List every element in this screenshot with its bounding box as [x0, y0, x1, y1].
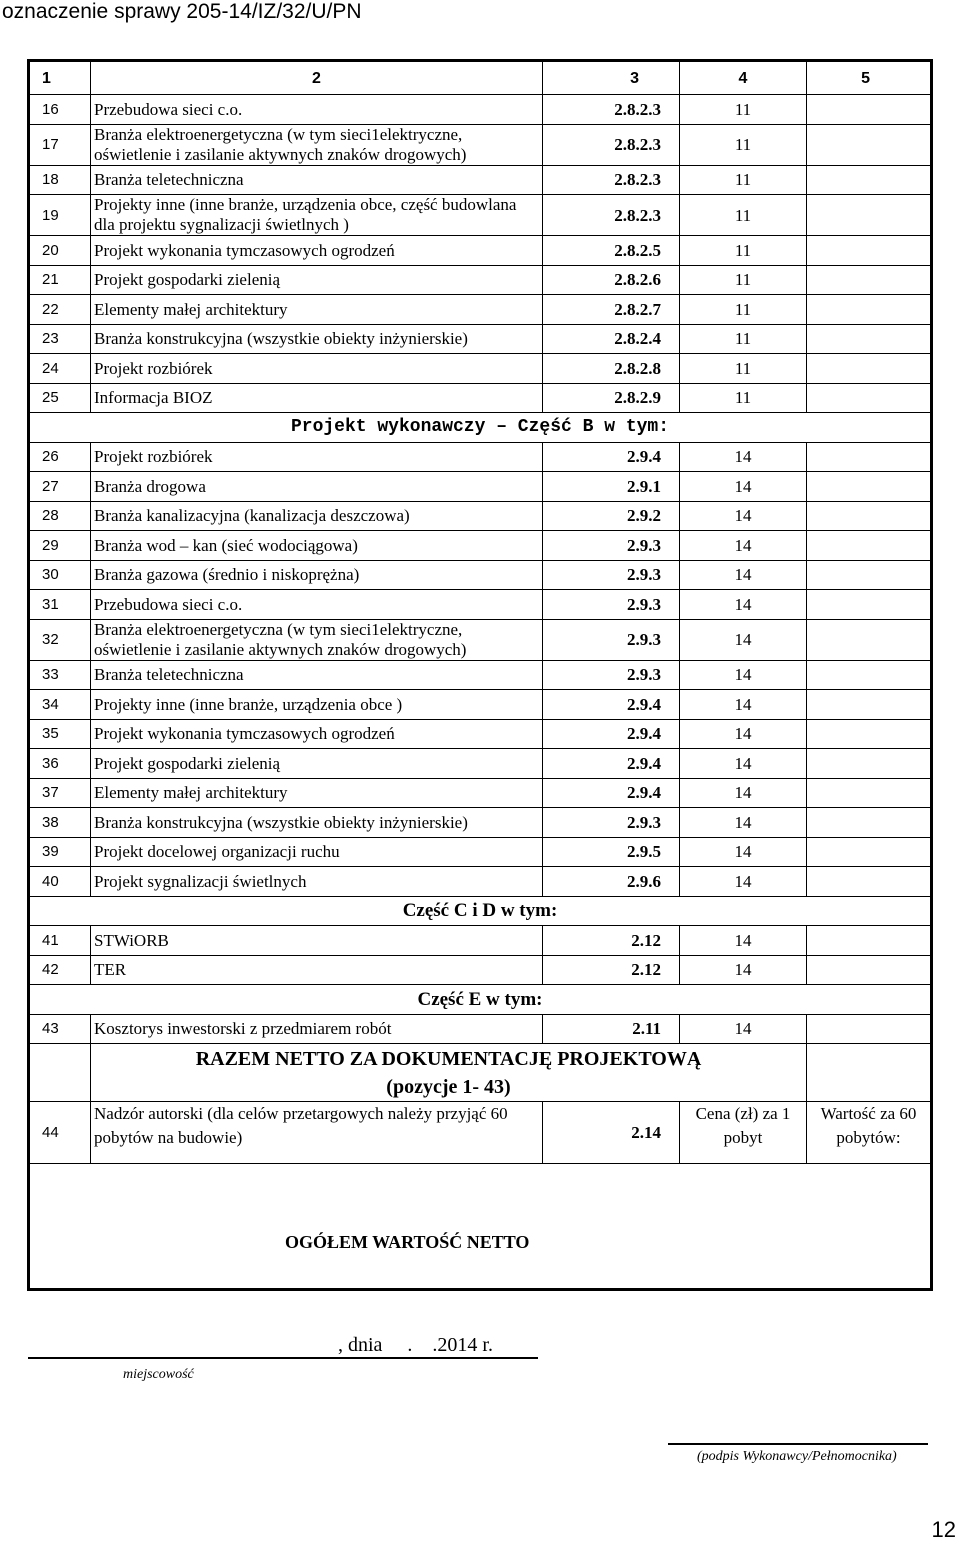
section-cd-heading: Część C i D w tym: [29, 896, 932, 926]
table-row [29, 124, 932, 165]
row-44-number: 44 [29, 1102, 91, 1164]
row-section: 2.8.2.8 [543, 354, 680, 384]
table-row [29, 837, 932, 867]
row-page: 14 [680, 955, 807, 985]
table-row [29, 195, 932, 236]
place-line [28, 1357, 538, 1359]
row-number: 23 [29, 324, 91, 354]
row-number: 41 [29, 926, 91, 956]
row-section: 2.9.4 [543, 690, 680, 720]
row-value [807, 719, 932, 749]
row-number: 18 [29, 165, 91, 195]
row-section: 2.9.3 [543, 660, 680, 690]
row-description: Elementy małej architektury [91, 295, 543, 325]
table-row [29, 719, 932, 749]
row-page: 14 [680, 531, 807, 561]
row-number: 22 [29, 295, 91, 325]
row-value [807, 324, 932, 354]
row-section: 2.9.6 [543, 867, 680, 897]
row-page: 14 [680, 660, 807, 690]
row-description: Projekty inne (inne branże, urządzenia obce, część budowlana dla projektu sygnalizacji świetlnych ) [91, 195, 543, 236]
row-description: Branża drogowa [91, 472, 543, 502]
row-value [807, 778, 932, 808]
section-e-heading-row [29, 985, 932, 1015]
row-value [807, 265, 932, 295]
row-value [807, 165, 932, 195]
row-description: Kosztorys inwestorski z przedmiarem robót [91, 1014, 543, 1044]
row-value [807, 955, 932, 985]
row-description: Branża konstrukcyjna (wszystkie obiekty inżynierskie) [91, 324, 543, 354]
row-number: 39 [29, 837, 91, 867]
row-number: 16 [29, 95, 91, 125]
row-page: 11 [680, 383, 807, 413]
row-44-section: 2.14 [543, 1102, 680, 1164]
row-section: 2.9.4 [543, 778, 680, 808]
row-number: 30 [29, 560, 91, 590]
row-description: STWiORB [91, 926, 543, 956]
row-number: 42 [29, 955, 91, 985]
row-number: 31 [29, 590, 91, 620]
row-section: 2.8.2.3 [543, 95, 680, 125]
section-cd-heading-row [29, 896, 932, 926]
razem-line-2: (pozycje 1- 43) [386, 1075, 511, 1098]
row-section: 2.8.2.3 [543, 195, 680, 236]
row-page: 11 [680, 265, 807, 295]
row-section: 2.9.4 [543, 749, 680, 779]
row-section: 2.8.2.6 [543, 265, 680, 295]
row-number: 37 [29, 778, 91, 808]
row-description: Branża elektroenergetyczna (w tym sieci1elektryczne, oświetlenie i zasilanie aktywnych znaków drogowych) [91, 124, 543, 165]
row-description: Informacja BIOZ [91, 383, 543, 413]
place-label: miejscowość [123, 1367, 194, 1382]
row-number: 17 [29, 124, 91, 165]
row-section: 2.9.3 [543, 531, 680, 561]
razem-blank [29, 1044, 91, 1102]
row-value [807, 236, 932, 266]
row-number: 24 [29, 354, 91, 384]
table-row [29, 354, 932, 384]
row-page: 14 [680, 501, 807, 531]
table-row [29, 442, 932, 472]
row-description: Projekt gospodarki zielenią [91, 749, 543, 779]
row-44-description: Nadzór autorski (dla celów przetargowych należy przyjąć 60 pobytów na budowie) [91, 1102, 543, 1164]
total-label: OGÓŁEM WARTOŚĆ NETTO [285, 1231, 530, 1252]
row-description: Projekt rozbiórek [91, 442, 543, 472]
table-row [29, 867, 932, 897]
row-description: Projekt wykonania tymczasowych ogrodzeń [91, 719, 543, 749]
table-row [29, 926, 932, 956]
row-value [807, 472, 932, 502]
row-value [807, 926, 932, 956]
table-row [29, 295, 932, 325]
row-section: 2.9.1 [543, 472, 680, 502]
table-row [29, 749, 932, 779]
row-description: Przebudowa sieci c.o. [91, 95, 543, 125]
row-value [807, 867, 932, 897]
table-row [29, 1014, 932, 1044]
row-value [807, 531, 932, 561]
table-row [29, 619, 932, 660]
row-number: 43 [29, 1014, 91, 1044]
table-row [29, 778, 932, 808]
table-row [29, 265, 932, 295]
row-page: 11 [680, 354, 807, 384]
table-row [29, 955, 932, 985]
row-section: 2.12 [543, 955, 680, 985]
table-row [29, 660, 932, 690]
row-value [807, 660, 932, 690]
row-page: 11 [680, 236, 807, 266]
row-description: Branża elektroenergetyczna (w tym sieci1elektryczne, oświetlenie i zasilanie aktywnych znaków drogowych) [91, 619, 543, 660]
row-description: Projekty inne (inne branże, urządzenia obce ) [91, 690, 543, 720]
row-page: 14 [680, 590, 807, 620]
row-description: Branża teletechniczna [91, 660, 543, 690]
table-row [29, 501, 932, 531]
cost-table [27, 59, 933, 1291]
razem-heading [91, 1044, 807, 1102]
table-row [29, 560, 932, 590]
row-section: 2.9.3 [543, 619, 680, 660]
row-page: 11 [680, 195, 807, 236]
razem-line-1: RAZEM NETTO ZA DOKUMENTACJĘ PROJEKTOWĄ [195, 1047, 702, 1070]
row-description: Branża wod – kan (sieć wodociągowa) [91, 531, 543, 561]
row-value [807, 837, 932, 867]
signature-line [668, 1443, 928, 1445]
table-row [29, 590, 932, 620]
row-page: 14 [680, 472, 807, 502]
table-row [29, 531, 932, 561]
row-section: 2.8.2.3 [543, 124, 680, 165]
row-section: 2.9.4 [543, 442, 680, 472]
col-header-5: 5 [807, 61, 932, 95]
row-value [807, 124, 932, 165]
row-number: 32 [29, 619, 91, 660]
case-label: oznaczenie sprawy 205-14/IZ/32/U/PN [2, 0, 362, 23]
row-value [807, 295, 932, 325]
row-page: 14 [680, 442, 807, 472]
row-page: 11 [680, 124, 807, 165]
row-value [807, 690, 932, 720]
row-value [807, 749, 932, 779]
row-section: 2.9.2 [543, 501, 680, 531]
col-header-3: 3 [543, 61, 680, 95]
row-section: 2.8.2.3 [543, 165, 680, 195]
row-description: Branża kanalizacyjna (kanalizacja deszczowa) [91, 501, 543, 531]
total-cell [29, 1164, 932, 1290]
row-value [807, 354, 932, 384]
row-number: 28 [29, 501, 91, 531]
row-description: Branża konstrukcyjna (wszystkie obiekty inżynierskie) [91, 808, 543, 838]
row-description: Projekt gospodarki zielenią [91, 265, 543, 295]
row-section: 2.9.5 [543, 837, 680, 867]
row-value [807, 619, 932, 660]
row-value [807, 590, 932, 620]
row-section: 2.12 [543, 926, 680, 956]
table-row [29, 808, 932, 838]
row-value [807, 1014, 932, 1044]
row-page: 14 [680, 619, 807, 660]
row-number: 34 [29, 690, 91, 720]
row-section: 2.9.3 [543, 808, 680, 838]
table-header-row [29, 61, 932, 95]
row-value [807, 195, 932, 236]
row-page: 11 [680, 95, 807, 125]
row-description: Projekt sygnalizacji świetlnych [91, 867, 543, 897]
row-page: 11 [680, 324, 807, 354]
row-44-value-label: Wartość za 60 pobytów: [807, 1102, 932, 1164]
row-value [807, 501, 932, 531]
row-description: Projekt wykonania tymczasowych ogrodzeń [91, 236, 543, 266]
row-page: 14 [680, 778, 807, 808]
row-section: 2.8.2.9 [543, 383, 680, 413]
row-page: 14 [680, 560, 807, 590]
row-section: 2.8.2.5 [543, 236, 680, 266]
table-row [29, 236, 932, 266]
row-description: Projekt docelowej organizacji ruchu [91, 837, 543, 867]
row-section: 2.11 [543, 1014, 680, 1044]
total-row [29, 1164, 932, 1290]
row-number: 27 [29, 472, 91, 502]
section-e-heading: Część E w tym: [29, 985, 932, 1015]
col-header-2: 2 [91, 61, 543, 95]
razem-row [29, 1044, 932, 1102]
row-number: 40 [29, 867, 91, 897]
row-page: 14 [680, 749, 807, 779]
row-value [807, 383, 932, 413]
row-44 [29, 1102, 932, 1164]
row-page: 14 [680, 719, 807, 749]
table-row [29, 383, 932, 413]
row-number: 36 [29, 749, 91, 779]
col-header-1: 1 [29, 61, 91, 95]
row-number: 29 [29, 531, 91, 561]
row-page: 14 [680, 867, 807, 897]
row-number: 35 [29, 719, 91, 749]
date-text: , dnia . .2014 r. [338, 1334, 493, 1356]
row-section: 2.8.2.7 [543, 295, 680, 325]
row-section: 2.8.2.4 [543, 324, 680, 354]
razem-value [807, 1044, 932, 1102]
row-description: Elementy małej architektury [91, 778, 543, 808]
row-description: Projekt rozbiórek [91, 354, 543, 384]
page-number: 12 [931, 1517, 956, 1542]
signature-label: (podpis Wykonawcy/Pełnomocnika) [697, 1449, 897, 1464]
row-number: 25 [29, 383, 91, 413]
row-page: 14 [680, 690, 807, 720]
row-number: 26 [29, 442, 91, 472]
section-b-heading: Projekt wykonawczy – Część B w tym: [29, 413, 932, 443]
table-row [29, 324, 932, 354]
table-row [29, 165, 932, 195]
row-description: TER [91, 955, 543, 985]
row-number: 21 [29, 265, 91, 295]
row-page: 14 [680, 808, 807, 838]
row-page: 14 [680, 1014, 807, 1044]
row-number: 33 [29, 660, 91, 690]
row-value [807, 560, 932, 590]
row-section: 2.9.3 [543, 560, 680, 590]
row-page: 14 [680, 837, 807, 867]
row-description: Branża gazowa (średnio i niskoprężna) [91, 560, 543, 590]
table-row [29, 690, 932, 720]
table-row [29, 472, 932, 502]
row-number: 19 [29, 195, 91, 236]
row-value [807, 808, 932, 838]
row-description: Branża teletechniczna [91, 165, 543, 195]
row-number: 20 [29, 236, 91, 266]
section-b-heading-row [29, 413, 932, 443]
row-section: 2.9.4 [543, 719, 680, 749]
row-44-price-label: Cena (zł) za 1 pobyt [680, 1102, 807, 1164]
row-value [807, 442, 932, 472]
col-header-4: 4 [680, 61, 807, 95]
row-value [807, 95, 932, 125]
row-description: Przebudowa sieci c.o. [91, 590, 543, 620]
row-section: 2.9.3 [543, 590, 680, 620]
row-number: 38 [29, 808, 91, 838]
row-page: 11 [680, 165, 807, 195]
table-row [29, 95, 932, 125]
row-page: 11 [680, 295, 807, 325]
row-page: 14 [680, 926, 807, 956]
